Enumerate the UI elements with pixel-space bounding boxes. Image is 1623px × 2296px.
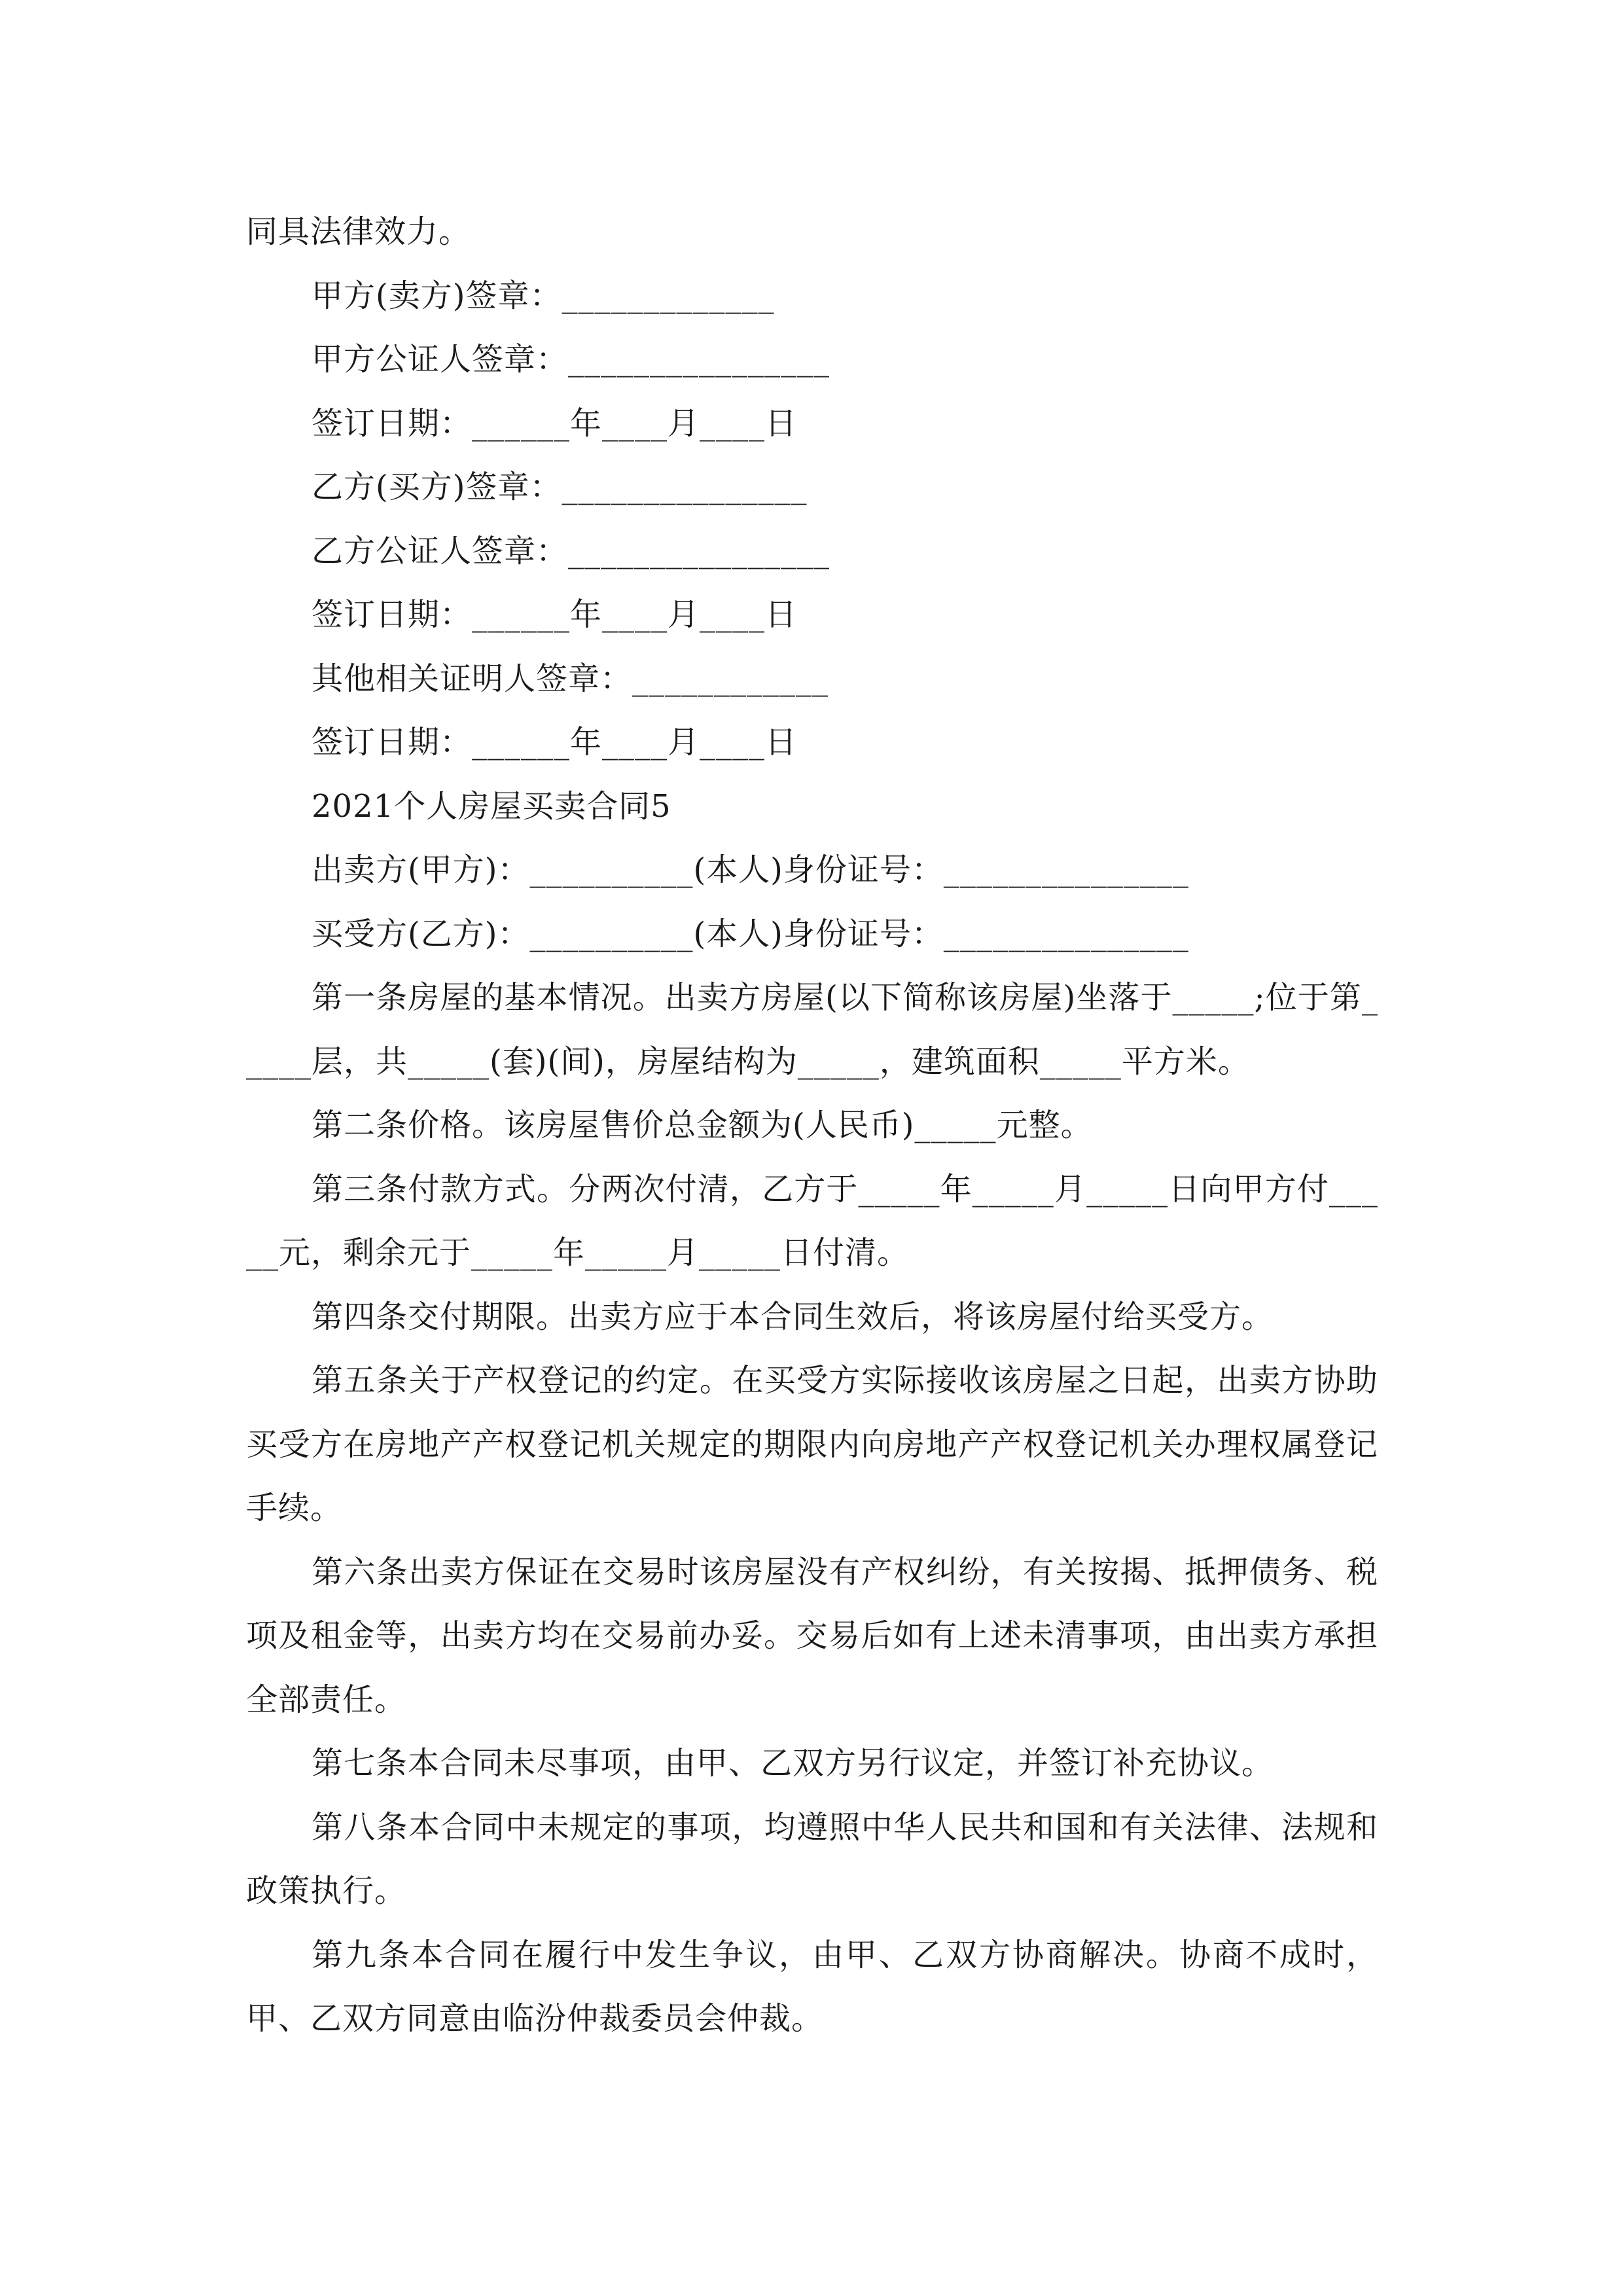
clause-1: 第一条房屋的基本情况。出卖方房屋(以下简称该房屋)坐落于_____;位于第_____层，共_____(套)(间)，房屋结构为_____，建筑面积_____平方米。 — [246, 979, 1378, 1080]
clause-6: 第六条出卖方保证在交易时该房屋没有产权纠纷，有关按揭、抵押债务、税项及租金等，出卖方均在交易前办妥。交易后如有上述未清事项，由出卖方承担全部责任。 — [246, 1553, 1378, 1718]
sign-date-line: 签订日期：______年____月____日 — [312, 404, 798, 442]
buyer-notary-signature-line: 乙方公证人签章：________________ — [312, 532, 830, 569]
clause-4: 第四条交付期限。出卖方应于本合同生效后，将该房屋付给买受方。 — [312, 1298, 1274, 1335]
clause-7: 第七条本合同未尽事项，由甲、乙双方另行议定，并签订补充协议。 — [312, 1745, 1274, 1782]
buyer-signature-line: 乙方(买方)签章：_______________ — [312, 469, 808, 505]
seller-id-line: 出卖方(甲方)：__________(本人)身份证号：_______________ — [312, 852, 1189, 888]
clause-8: 第八条本合同中未规定的事项，均遵照中华人民共和国和有关法律、法规和政策执行。 — [246, 1808, 1378, 1909]
sign-date-line: 签订日期：______年____月____日 — [312, 724, 798, 761]
document-body — [246, 200, 1378, 2051]
clause-2: 第二条价格。该房屋售价总金额为(人民币)_____元整。 — [312, 1107, 1093, 1143]
contract-title: 2021个人房屋买卖合同5 — [312, 787, 671, 825]
witness-signature-line: 其他相关证明人签章：____________ — [312, 660, 829, 697]
text-line: 同具法律效力。 — [246, 213, 471, 250]
clause-9: 第九条本合同在履行中发生争议，由甲、乙双方协商解决。协商不成时，甲、乙双方同意由临汾仲裁委员会仲裁。 — [246, 1936, 1378, 2037]
seller-signature-line: 甲方(卖方)签章：_____________ — [312, 277, 775, 314]
clause-3: 第三条付款方式。分两次付清，乙方于_____年_____月_____日向甲方付_____元，剩余元于_____年_____月_____日付清。 — [246, 1170, 1378, 1271]
clause-5: 第五条关于产权登记的约定。在买受方实际接收该房屋之日起，出卖方协助买受方在房地产产权登记机关规定的期限内向房地产产权登记机关办理权属登记手续。 — [246, 1362, 1378, 1526]
sign-date-line: 签订日期：______年____月____日 — [312, 596, 798, 633]
buyer-id-line: 买受方(乙方)：__________(本人)身份证号：_______________ — [312, 915, 1189, 952]
seller-notary-signature-line: 甲方公证人签章：________________ — [312, 341, 830, 378]
